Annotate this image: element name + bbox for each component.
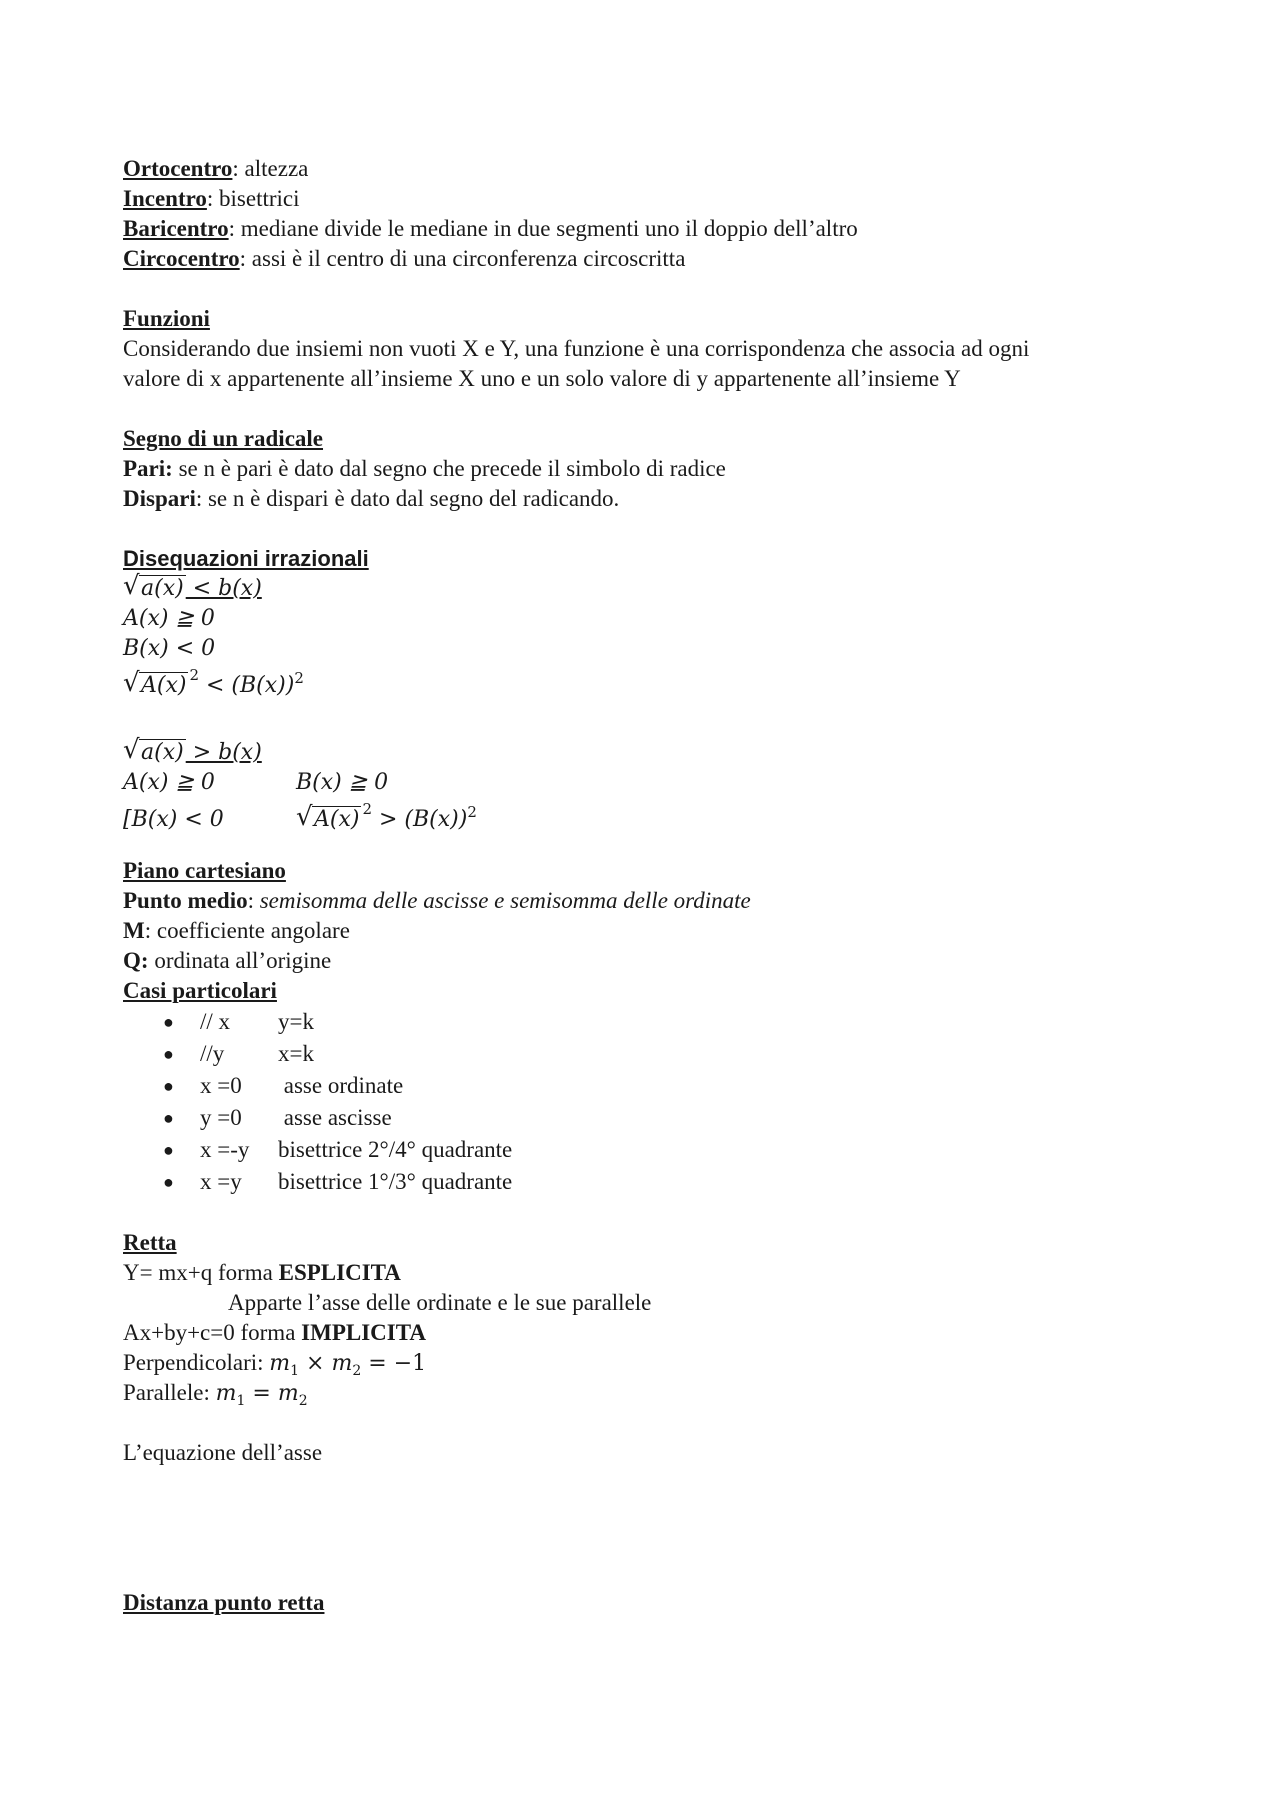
- radical-sign-icon: √: [123, 668, 140, 698]
- exponent: 2: [467, 803, 477, 821]
- q-line: [123, 946, 1163, 976]
- subscript: 1: [236, 1393, 246, 1409]
- radical-sign-icon: √: [296, 802, 313, 832]
- sqrt-expression: [296, 798, 361, 842]
- funzioni-text-line-2: valore di x appartenente all’insieme X uno e un solo valore di y appartenente all’insieme Y: [123, 366, 961, 391]
- case1-title-rest: < b(x): [185, 576, 262, 601]
- baricentro-line: [123, 214, 1163, 244]
- incentro-line: [123, 184, 1163, 214]
- case2-row-2: [123, 798, 1163, 842]
- times-symbol: ×: [299, 1351, 332, 1376]
- radicand: a(x): [141, 576, 184, 601]
- punto-medio-term: Punto medio: [123, 888, 248, 913]
- punto-medio-line: [123, 886, 1163, 916]
- implicita-label: IMPLICITA: [301, 1320, 426, 1345]
- radicale-heading: Segno di un radicale: [123, 426, 324, 451]
- circocentro-term: Circocentro: [123, 246, 240, 271]
- implicita-text: Ax+by+c=0 forma: [123, 1320, 302, 1345]
- case-key: x =-y: [200, 1137, 250, 1162]
- exponent: 2: [294, 669, 304, 687]
- radical-sign-icon: √: [123, 571, 140, 601]
- baricentro-def: : mediane divide le mediane in due segmenti uno il doppio dell’altro: [228, 216, 858, 241]
- bullet-icon: ●: [163, 1076, 174, 1096]
- list-item: [123, 1102, 1163, 1134]
- q-def: ordinata all’origine: [148, 948, 332, 973]
- baricentro-term: Baricentro: [123, 216, 229, 241]
- spacer: [123, 274, 1163, 304]
- case-value: bisettrice 1°/3° quadrante: [278, 1169, 513, 1194]
- radicand: A(x): [314, 807, 360, 832]
- case-value: asse ordinate: [278, 1073, 404, 1098]
- m-symbol: m: [215, 1381, 237, 1406]
- list-item: [123, 1070, 1163, 1102]
- radical-sign-icon: √: [123, 735, 140, 765]
- case1-condition-3: [123, 664, 1163, 708]
- subscript: 2: [298, 1393, 308, 1409]
- case2-row-1: [123, 768, 1163, 798]
- exponent: 2: [362, 800, 373, 818]
- list-item: [123, 1134, 1163, 1166]
- perpendicolari-label: Perpendicolari:: [123, 1350, 270, 1375]
- funzioni-text-line-1: Considerando due insiemi non vuoti X e Y, una funzione è una corrispondenza che associa ad ogni: [123, 336, 1030, 361]
- list-item: [123, 1038, 1163, 1070]
- case2-condition-b: B(x) ≧ 0: [296, 770, 389, 795]
- case-value: bisettrice 2°/4° quadrante: [278, 1137, 513, 1162]
- bullet-icon: ●: [163, 1044, 174, 1064]
- bullet-icon: ●: [163, 1108, 174, 1128]
- casi-list: [123, 1006, 1163, 1198]
- perpendicolari-formula: [269, 1351, 427, 1379]
- spacer: [123, 1468, 1163, 1588]
- spacer: [123, 708, 1163, 738]
- implicita-line: [123, 1318, 1163, 1348]
- punto-medio-colon: :: [247, 888, 260, 913]
- pari-line: [123, 454, 1163, 484]
- esplicita-line: [123, 1258, 1163, 1288]
- sqrt-expression: [123, 664, 188, 708]
- sqrt-expression: [123, 571, 186, 604]
- m-line: [123, 916, 1163, 946]
- case-key: //y: [200, 1041, 225, 1066]
- parallele-formula: [215, 1381, 308, 1409]
- spacer: [123, 514, 1163, 544]
- equals-part: = −1: [361, 1351, 427, 1376]
- funzioni-heading: Funzioni: [123, 306, 210, 331]
- list-item: [123, 1006, 1163, 1038]
- sqrt-expression: [123, 735, 186, 768]
- disequazioni-heading: Disequazioni irrazionali: [123, 546, 369, 571]
- case2-condition-c: [B(x) < 0: [123, 807, 224, 832]
- punto-medio-def: semisomma delle ascisse e semisomma delle ordinate: [259, 888, 751, 913]
- exponent: 2: [189, 666, 200, 684]
- asse-line: L’equazione dell’asse: [123, 1440, 323, 1465]
- piano-heading: Piano cartesiano: [123, 858, 286, 883]
- subscript: 2: [352, 1363, 362, 1379]
- dispari-def: : se n è dispari è dato dal segno del radicando.: [195, 486, 620, 511]
- m-symbol: m: [269, 1351, 291, 1376]
- bullet-icon: ●: [163, 1172, 174, 1192]
- pari-term: Pari:: [123, 456, 173, 481]
- inequality-rest: < (B(x)): [199, 673, 295, 698]
- case-value: x=k: [278, 1041, 314, 1066]
- bullet-icon: ●: [163, 1012, 174, 1032]
- case1-title: [123, 571, 1163, 604]
- m-def: : coefficiente angolare: [144, 918, 350, 943]
- circocentro-def: : assi è il centro di una circonferenza circoscritta: [239, 246, 686, 271]
- esplicita-note: Apparte l’asse delle ordinate e le sue parallele: [228, 1290, 652, 1315]
- case-key: x =0: [200, 1073, 242, 1098]
- q-term: Q:: [123, 948, 149, 973]
- distanza-heading: Distanza punto retta: [123, 1590, 325, 1615]
- spacer: [123, 842, 1163, 856]
- spacer: [123, 1198, 1163, 1228]
- ortocentro-line: [123, 154, 1163, 184]
- case-value: asse ascisse: [278, 1105, 392, 1130]
- dispari-line: [123, 484, 1163, 514]
- case-key: x =y: [200, 1169, 242, 1194]
- circocentro-line: [123, 244, 1163, 274]
- m-symbol: m: [331, 1351, 353, 1376]
- subscript: 1: [290, 1363, 300, 1379]
- parallele-label: Parallele:: [123, 1380, 216, 1405]
- incentro-def: : bisettrici: [206, 186, 300, 211]
- esplicita-text: Y= mx+q forma: [123, 1260, 279, 1285]
- document-page: [123, 154, 1163, 1618]
- casi-heading: Casi particolari: [123, 978, 277, 1003]
- case-key: y =0: [200, 1105, 242, 1130]
- ortocentro-def: : altezza: [232, 156, 309, 181]
- incentro-term: Incentro: [123, 186, 207, 211]
- pari-def: se n è pari è dato dal segno che precede il simbolo di radice: [172, 456, 726, 481]
- perpendicolari-line: [123, 1348, 1163, 1378]
- case2-condition-d: [296, 798, 477, 843]
- case2-condition-a: A(x) ≧ 0: [123, 770, 215, 795]
- case-value: y=k: [278, 1009, 314, 1034]
- ortocentro-term: Ortocentro: [123, 156, 233, 181]
- equals-part: =: [245, 1381, 278, 1406]
- m-term: M: [123, 918, 145, 943]
- esplicita-label: ESPLICITA: [278, 1260, 401, 1285]
- radicand: a(x): [141, 740, 184, 765]
- retta-heading: Retta: [123, 1230, 177, 1255]
- spacer: [123, 1408, 1163, 1438]
- spacer: [123, 394, 1163, 424]
- case1-condition-2: B(x) < 0: [123, 636, 216, 661]
- m-symbol: m: [277, 1381, 299, 1406]
- case1-condition-1: A(x) ≧ 0: [123, 606, 215, 631]
- dispari-term: Dispari: [123, 486, 196, 511]
- case2-title-rest: > b(x): [185, 740, 262, 765]
- case2-title: [123, 735, 1163, 768]
- bullet-icon: ●: [163, 1140, 174, 1160]
- list-item: [123, 1166, 1163, 1198]
- parallele-line: [123, 1378, 1163, 1408]
- radicand: A(x): [141, 673, 187, 698]
- case-key: // x: [200, 1009, 231, 1034]
- inequality-rest: > (B(x)): [372, 807, 468, 832]
